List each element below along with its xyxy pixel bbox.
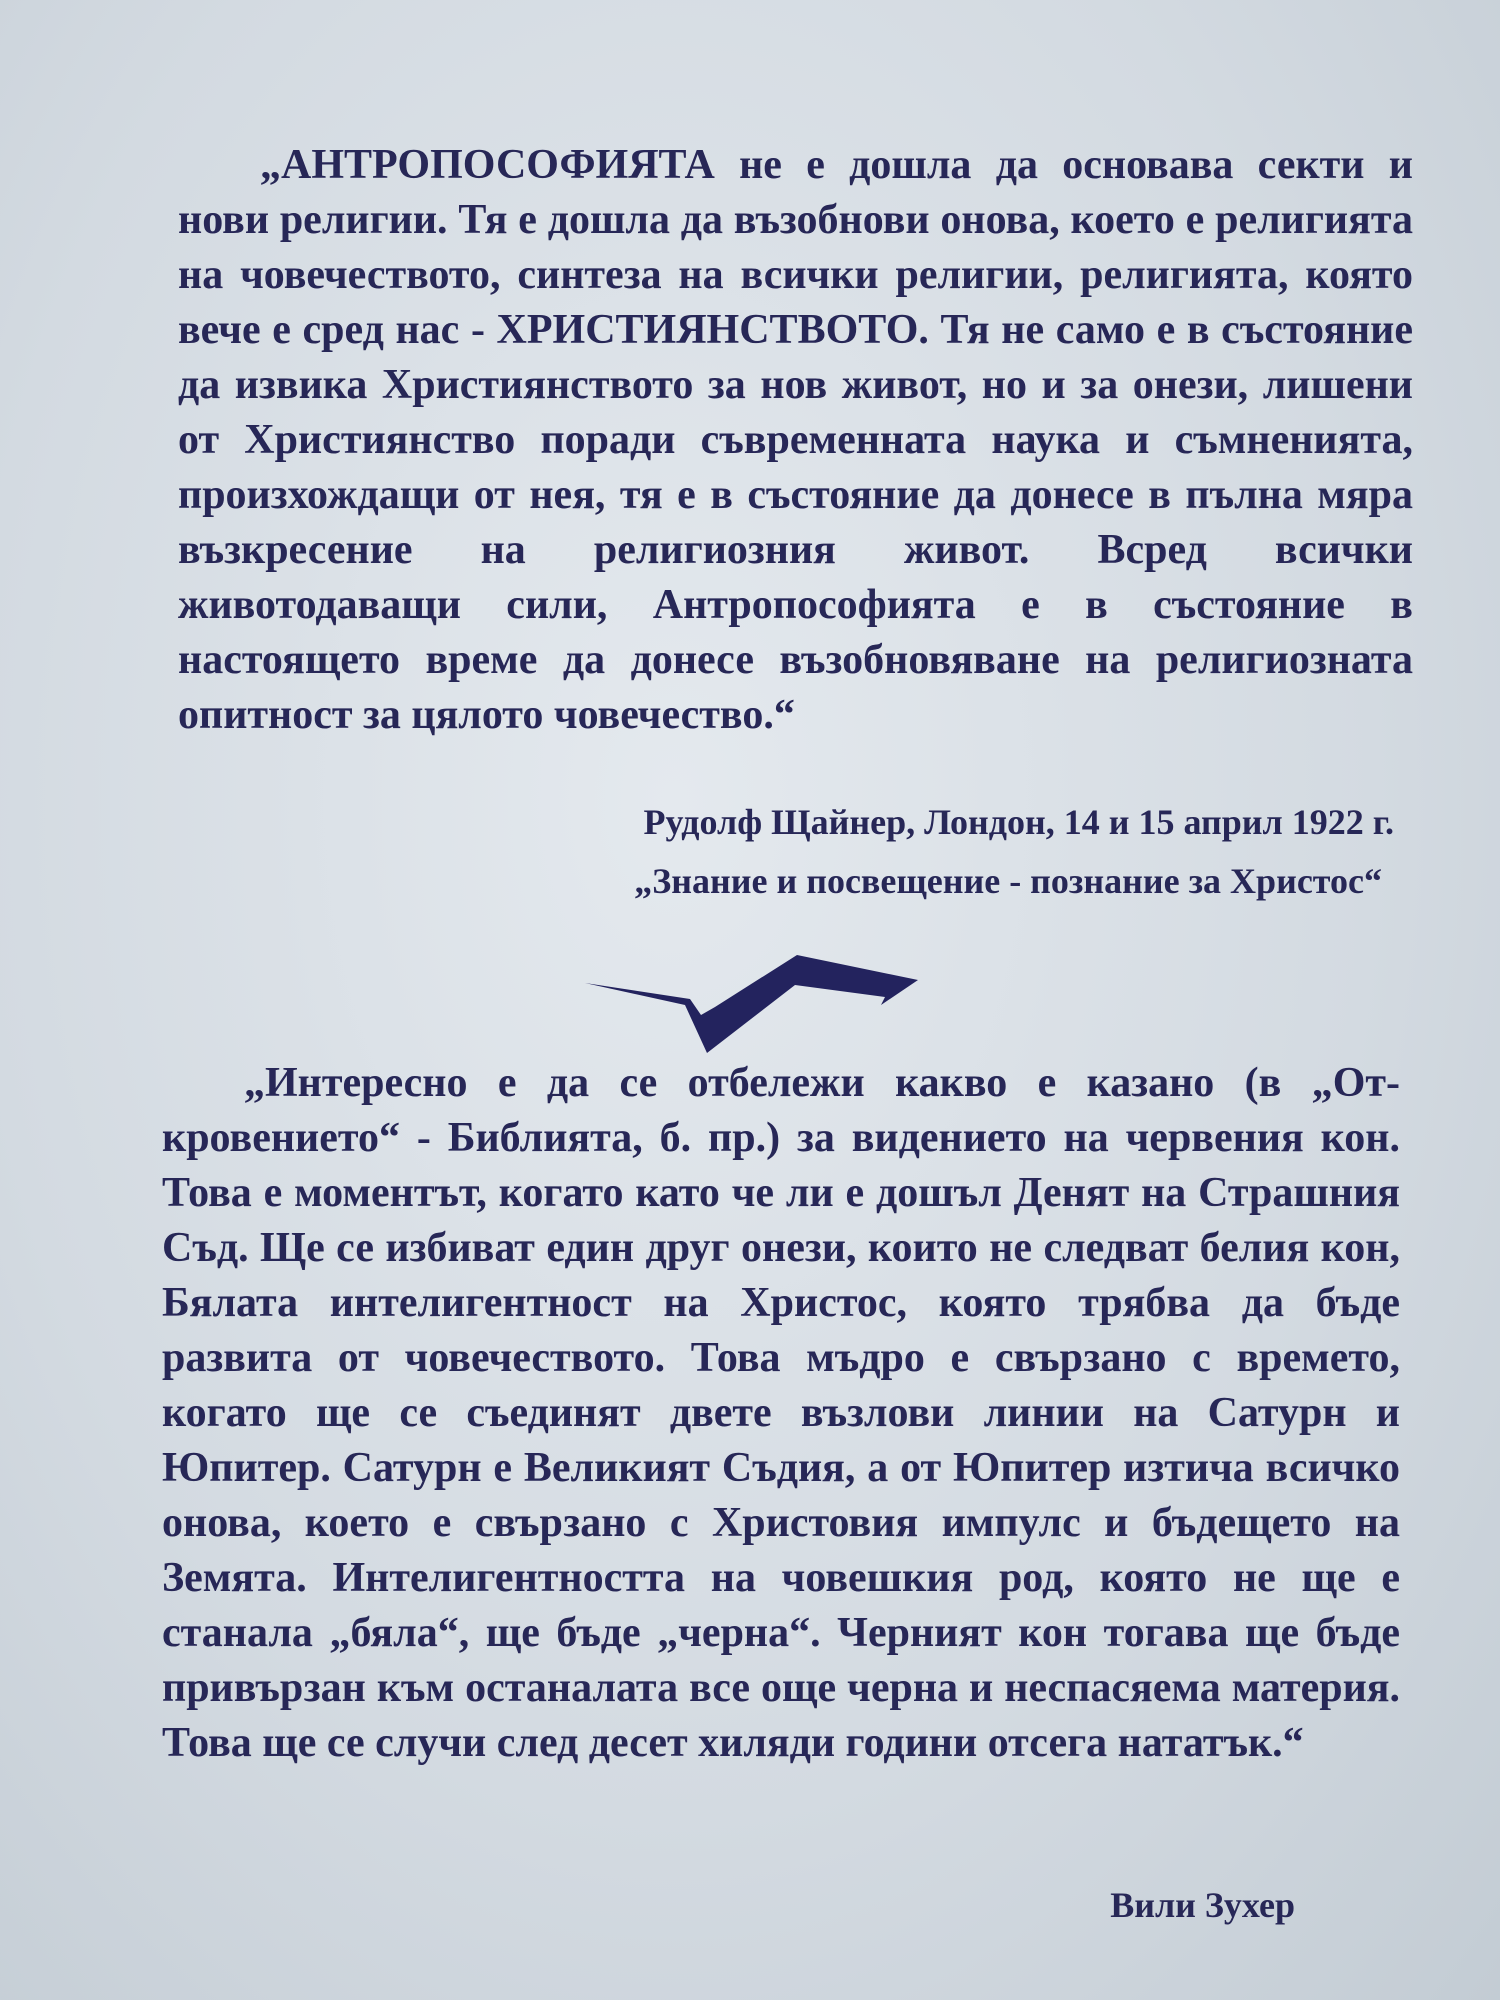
quote-steiner-text: „АНТРОПОСОФИЯТА не е дошла да основава секти и нови религии. Тя е дошла да възобнови онова, което е религията на човечеството, синтеза на всички религии, религията, която вече е сред нас - ХРИСТИЯНСТВОТО. Тя не само е в състояние да извика Християнството за нов живот, но и за онези, лишени от Християнство поради съвременната наука и съмненията, произхождащи от нея, тя е в състояние да донесе в пълна мяра възкресение на религиозния живот. Всред всички животодаващи сили, Антропософията е в състояние в настоящето време да донесе възобновяване на религиозната опитност за цялото човечество.“ bbox=[178, 142, 1413, 738]
quote-zucher-text: „Интересно е да се отбележи какво е казано (в „Откровението“ - Библията, б. пр.) за видението на червения кон. Това е моментът, когато като че ли е дошъл Денят на Страшния Съд. Ще се избиват един друг онези, които не следват белия кон, Бялата интелигентност на Христос, която трябва да бъде развита от човечеството. Това мъдро е свързано с времето, когато ще се съединят двете възлови линии на Сатурн и Юпитер. Сатурн е Великият Съдия, а от Юпитер изтича всичко онова, което е свързано с Христовия импулс и бъдещето на Земята. Интелигентността на човешкия род, която не ще е станала „бяла“, ще бъде „черна“. Черният кон тогава ще бъде привързан към останалата все още черна и неспасяема материя. Това ще се случи след десет хиляди години отсега нататък.“ bbox=[162, 1060, 1400, 1766]
quote-steiner-source: „Знание и посвещение - познание за Христос“ bbox=[634, 861, 1382, 901]
quote-zucher bbox=[162, 1056, 1400, 1771]
chevron-divider-icon bbox=[585, 945, 935, 1055]
quote-steiner-author: Рудолф Щайнер, Лондон, 14 и 15 април 1922 г. bbox=[643, 802, 1394, 842]
quote-zucher-author: Вили Зухер bbox=[1110, 1885, 1295, 1925]
quote-steiner bbox=[178, 138, 1413, 743]
